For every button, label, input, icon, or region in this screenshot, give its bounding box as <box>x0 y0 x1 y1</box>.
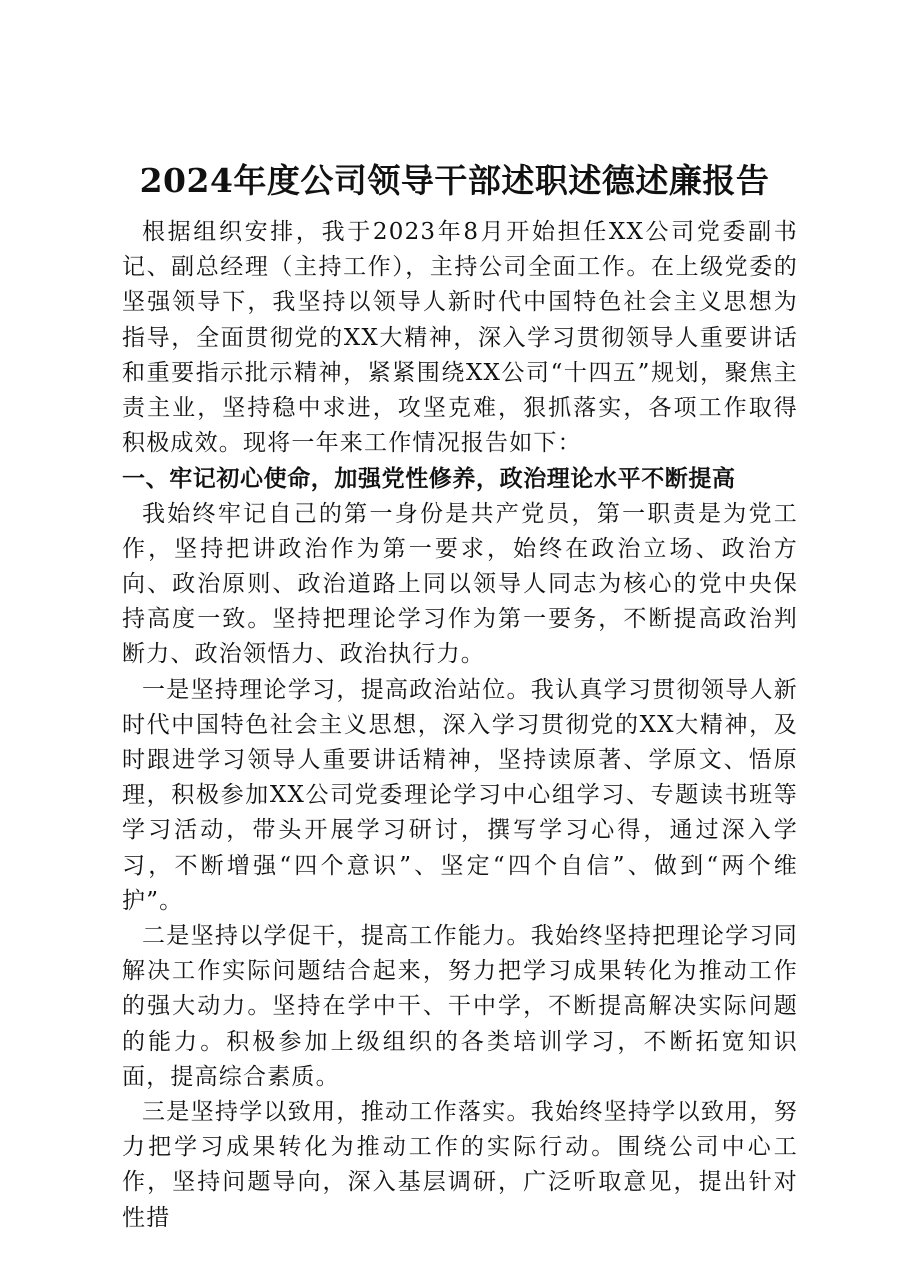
section-1-paragraph: 我始终牢记自己的第一身份是共产党员，第一职责是为党工作，坚持把讲政治作为第一要求，始终在政治立场、政治方向、政治原则、政治道路上同以领导人同志为核心的党中央保持高度一致。坚持把理论学习作为第一要务，不断提高政治判断力、政治领悟力、政治执行力。 <box>122 500 798 668</box>
point-2-paragraph: 二是坚持以学促干，提高工作能力。我始终坚持把理论学习同解决工作实际问题结合起来，努力把学习成果转化为推动工作的强大动力。坚持在学中干、干中学，不断提高解决实际问题的能力。积极参加上级组织的各类培训学习，不断拓宽知识面，提高综合素质。 <box>122 923 798 1090</box>
point-3-paragraph: 三是坚持学以致用，推动工作落实。我始终坚持学以致用，努力把学习成果转化为推动工作的实际行动。围绕公司中心工作，坚持问题导向，深入基层调研，广泛听取意见，提出针对性措 <box>122 1099 798 1231</box>
document-body <box>122 215 798 1236</box>
point-1-paragraph: 一是坚持理论学习，提高政治站位。我认真学习贯彻领导人新时代中国特色社会主义思想，深入学习贯彻党的XX大精神，及时跟进学习领导人重要讲话精神，坚持读原著、学原文、悟原理，积极参加XX公司党委理论学习中心组学习、专题读书班等学习活动，带头开展学习研讨，撰写学习心得，通过深入学习，不断增强“四个意识”、坚定“四个自信”、做到“两个维护”。 <box>122 676 798 914</box>
document-title: 2024年度公司领导干部述职述德述廉报告 <box>139 161 770 200</box>
section-heading-1: 一、牢记初心使命，加强党性修养，政治理论水平不断提高 <box>122 465 736 493</box>
intro-paragraph: 根据组织安排，我于2023年8月开始担任XX公司党委副书记、副总经理（主持工作），主持公司全面工作。在上级党委的坚强领导下，我坚持以领导人新时代中国特色社会主义思想为指导，全面贯彻党的XX大精神，深入学习贯彻领导人重要讲话和重要指示批示精神，紧紧围绕XX公司“十四五”规划，聚焦主责主业，坚持稳中求进，攻坚克难，狠抓落实，各项工作取得积极成效。现将一年来工作情况报告如下： <box>122 219 798 457</box>
